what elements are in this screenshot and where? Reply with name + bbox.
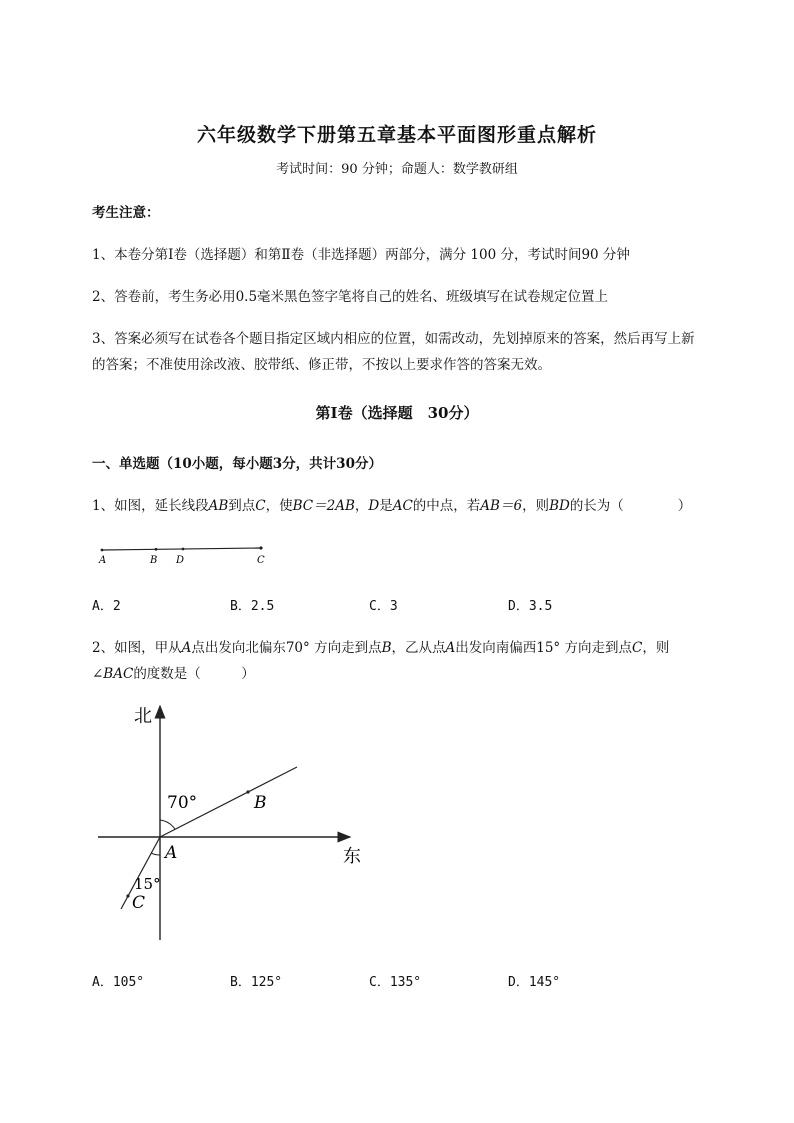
label-a: A bbox=[165, 843, 178, 863]
q2-option-d[interactable]: D．145° bbox=[508, 975, 561, 990]
notice-item-3-line-1: 3、答案必须写在试卷各个题目指定区域内相应的位置，如需改动，先划掉原来的答案，然后再写上新 bbox=[92, 331, 695, 347]
notice-item-3-line-2: 的答案；不准使用涂改液、胶带纸、修正带，不按以上要求作答的答案无效。 bbox=[92, 357, 551, 373]
point-a bbox=[101, 549, 104, 552]
angle-15-arc bbox=[151, 853, 160, 855]
label-b: B bbox=[254, 793, 267, 813]
part-heading: 一、单选题（10小题，每小题3分，共计30分） bbox=[92, 456, 382, 472]
point-c bbox=[126, 894, 129, 897]
question-1-stem: 1、如图，延长线段AB到点C，使BC＝2AB，D是AC的中点，若AB＝6，则BD的长为（ ） bbox=[92, 498, 692, 514]
question-2-stem-line-1: 2、如图，甲从A点出发向北偏东70° 方向走到点B，乙从点A出发向南偏西15° 方向走到点C，则 bbox=[92, 640, 670, 656]
angle-70-label: 70° bbox=[167, 793, 198, 813]
angle-15-label: 15° bbox=[134, 875, 161, 893]
notice-item-1: 1、本卷分第Ⅰ卷（选择题）和第Ⅱ卷（非选择题）两部分，满分 100 分，考试时间90 分钟 bbox=[92, 247, 630, 263]
notice-heading: 考生注意： bbox=[92, 205, 160, 221]
q1-option-b[interactable]: B．2.5 bbox=[230, 599, 275, 614]
section-title: 第Ⅰ卷（选择题 30分） bbox=[315, 404, 479, 422]
exam-info: 考试时间：90 分钟；命题人：数学教研组 bbox=[276, 162, 518, 177]
segment-line bbox=[102, 548, 261, 550]
page-title: 六年级数学下册第五章基本平面图形重点解析 bbox=[196, 124, 597, 146]
point-c bbox=[259, 546, 262, 549]
label-d: D bbox=[176, 555, 185, 566]
question-2-stem-line-2: ∠BAC的度数是（ ） bbox=[92, 666, 255, 682]
label-c: C bbox=[257, 555, 265, 566]
q2-option-c[interactable]: C．135° bbox=[369, 975, 422, 990]
angle-70-arc bbox=[160, 820, 175, 829]
point-b bbox=[246, 790, 249, 793]
point-b bbox=[155, 548, 158, 551]
question-2-figure bbox=[90, 700, 380, 950]
q1-option-d[interactable]: D．3.5 bbox=[508, 599, 553, 614]
label-c: C bbox=[132, 893, 146, 913]
q2-option-a[interactable]: A．105° bbox=[92, 975, 145, 990]
q1-option-c[interactable]: C．3 bbox=[369, 599, 398, 614]
label-b: B bbox=[150, 555, 158, 566]
notice-item-2: 2、答卷前，考生务必用0.5毫米黑色签字笔将自己的姓名、班级填写在试卷规定位置上 bbox=[92, 289, 609, 305]
question-1-figure bbox=[90, 538, 280, 570]
east-label: 东 bbox=[343, 846, 361, 867]
label-a: A bbox=[99, 555, 107, 566]
q1-option-a[interactable]: A．2 bbox=[92, 599, 121, 614]
point-d bbox=[182, 548, 185, 551]
north-label: 北 bbox=[134, 706, 152, 727]
q2-option-b[interactable]: B．125° bbox=[230, 975, 283, 990]
